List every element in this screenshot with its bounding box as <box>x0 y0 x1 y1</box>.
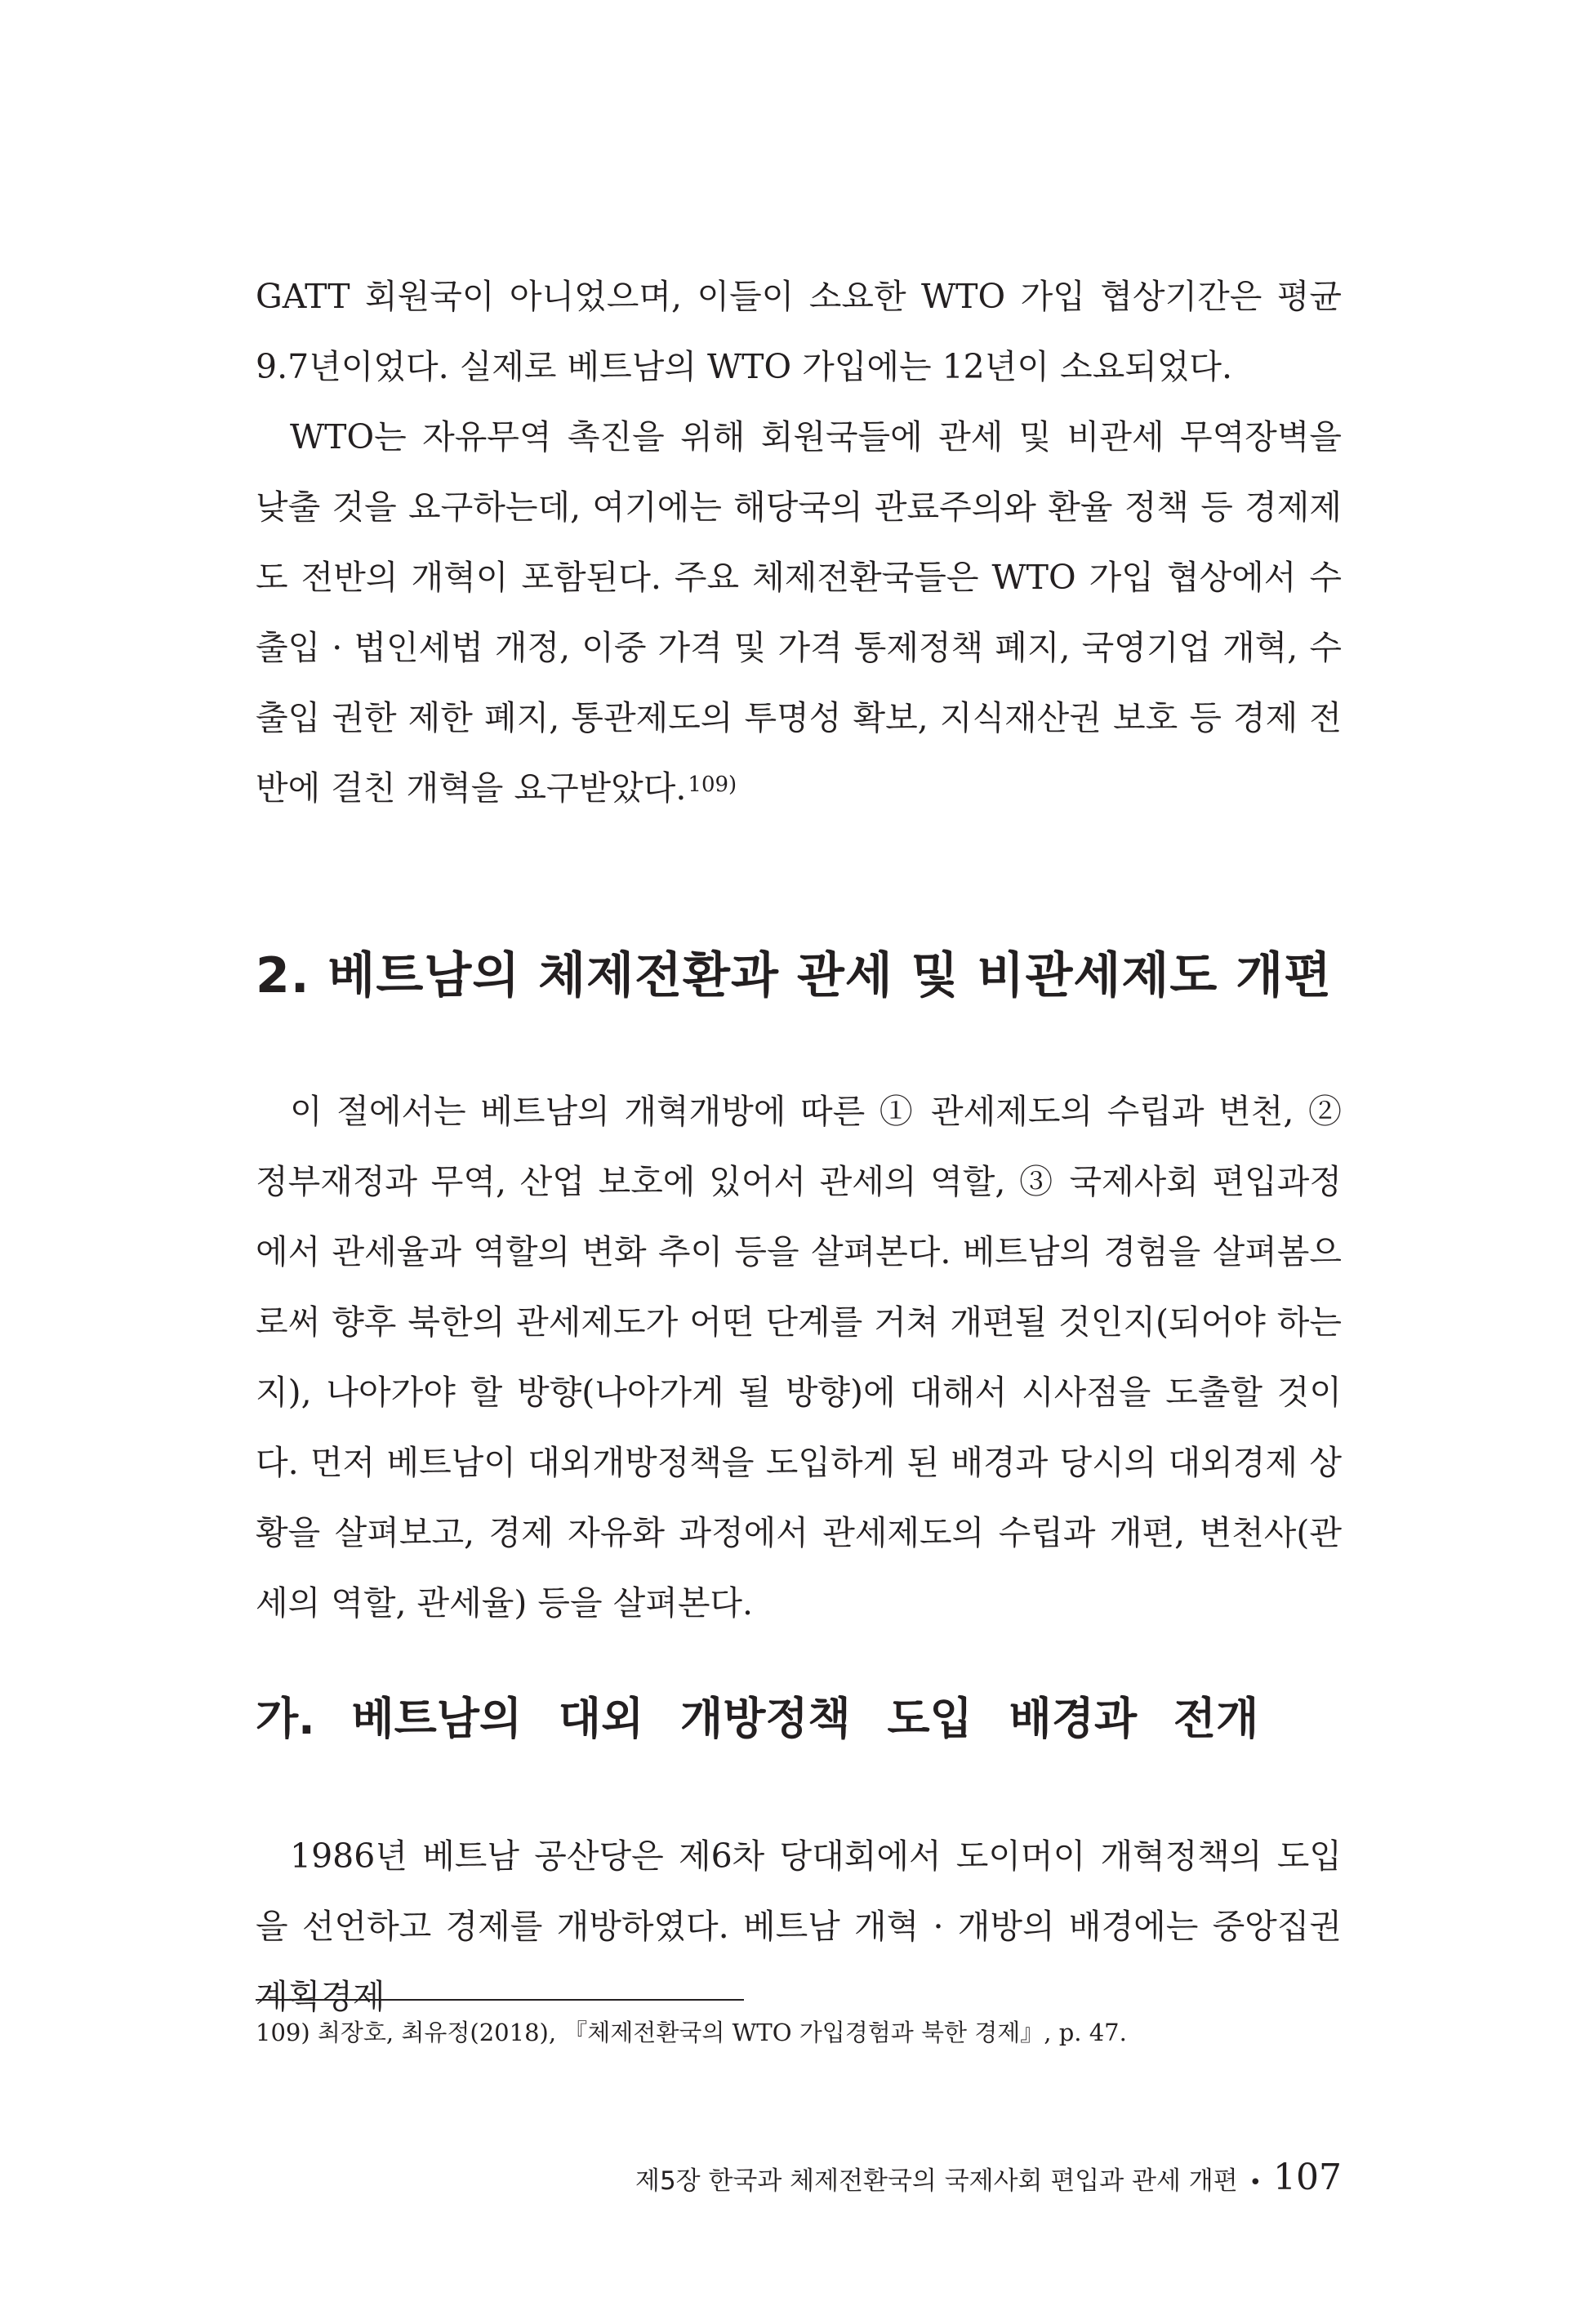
section-heading: 2. 베트남의 체제전환과 관세 및 비관세제도 개편 <box>256 947 1333 1004</box>
running-footer <box>635 2157 1342 2203</box>
body-paragraph-2-text: WTO는 자유무역 촉진을 위해 회원국들에 관세 및 비관세 무역장벽을 낮출 것을 요구하는데, 여기에는 해당국의 관료주의와 환율 정책 등 경제제도 전반의 개혁이 포함된다. 주요 체제전환국들은 WTO 가입 협상에서 수출입 · 법인세법 개정, 이중 가격 및 가격 통제정책 폐지, 국영기업 개혁, 수출입 권한 제한 폐지, 통관제도의 투명성 확보, 지식재산권 보호 등 경제 전반에 걸친 개혁을 요구받았다. <box>256 417 1342 808</box>
footer-chapter-title: 제5장 한국과 체제전환국의 국제사회 편입과 관세 개편 <box>635 2166 1238 2196</box>
footnote: 109) 최장호, 최유정(2018), 『체제전환국의 WTO 가입경험과 북한 경제』, p. 47. <box>256 2019 1127 2046</box>
footnote-divider <box>256 1999 744 2001</box>
body-paragraph-1 <box>256 261 1342 402</box>
body-paragraph-4-text: 1986년 베트남 공산당은 제6차 당대회에서 도이머이 개혁정책의 도입을 선언하고 경제를 개방하였다. 베트남 개혁 · 개방의 배경에는 중앙집권 계획경제 <box>256 1836 1342 2016</box>
body-paragraph-3 <box>256 1076 1342 1638</box>
body-paragraph-2 <box>256 402 1342 823</box>
page-number: 107 <box>1273 2157 1342 2198</box>
body-paragraph-3-text: 이 절에서는 베트남의 개혁개방에 따른 ① 관세제도의 수립과 변천, ② 정부재정과 무역, 산업 보호에 있어서 관세의 역할, ③ 국제사회 편입과정에서 관세율과 역할의 변화 추이 등을 살펴본다. 베트남의 경험을 살펴봄으로써 향후 북한의 관세제도가 어떤 단계를 거쳐 개편될 것인지(되어야 하는지), 나아가야 할 방향(나아가게 될 방향)에 대해서 시사점을 도출할 것이다. 먼저 베트남이 대외개방정책을 도입하게 된 배경과 당시의 대외경제 상황을 살펴보고, 경제 자유화 과정에서 관세제도의 수립과 개편, 변천사(관세의 역할, 관세율) 등을 살펴본다. <box>256 1092 1342 1623</box>
body-paragraph-1-text: GATT 회원국이 아니었으며, 이들이 소요한 WTO 가입 협상기간은 평균 9.7년이었다. 실제로 베트남의 WTO 가입에는 12년이 소요되었다. <box>256 277 1342 386</box>
footnote-reference: 109) <box>688 772 737 797</box>
footer-bullet: • <box>1249 2170 1262 2195</box>
sub-heading: 가. 베트남의 대외 개방정책 도입 배경과 전개 <box>256 1693 1259 1744</box>
